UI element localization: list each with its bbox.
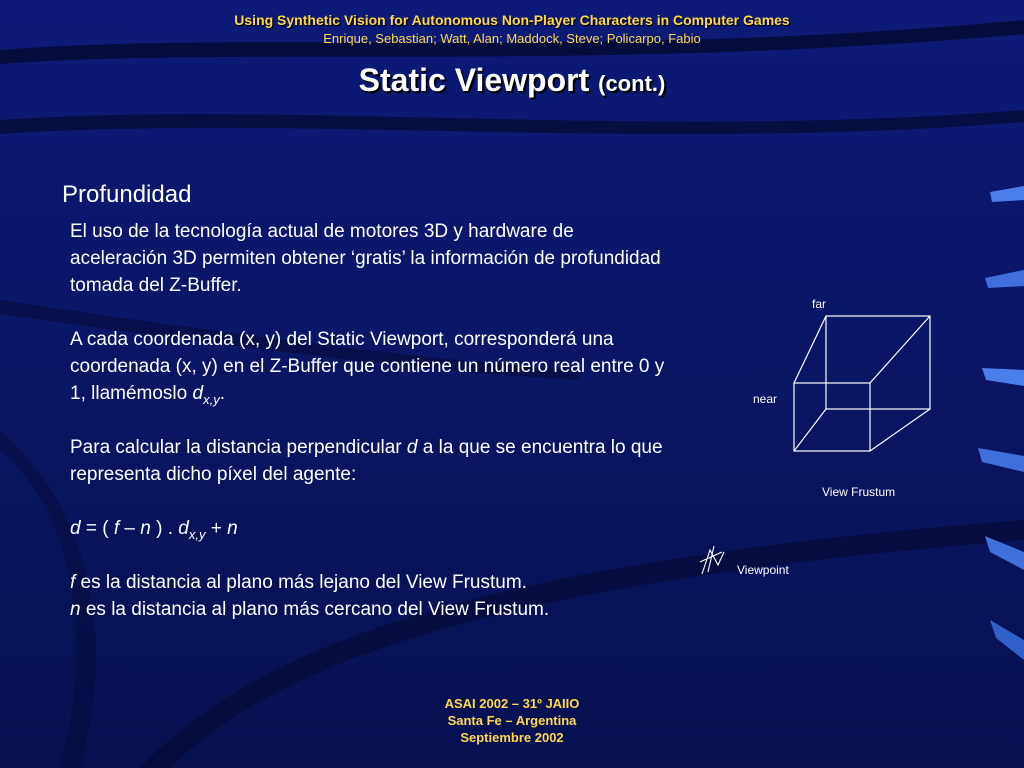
- paragraph-distance-lead: Para calcular la distancia perpendicular: [70, 437, 407, 458]
- viewpoint-label: Viewpoint: [737, 563, 789, 577]
- frustum-edge: [794, 409, 826, 451]
- footer: [0, 695, 1024, 746]
- frustum-label: View Frustum: [822, 485, 896, 499]
- frustum-edge: [794, 316, 826, 383]
- n-symbol: n: [70, 599, 81, 620]
- near-plane: [794, 383, 870, 451]
- frustum-edge: [870, 409, 930, 451]
- section-heading: Profundidad: [62, 181, 192, 208]
- paragraph-zbuffer: El uso de la tecnología actual de motores 3D y hardware de aceleración 3D permiten obtener ‘gratis’ la información de profundidad tomada del Z-Buffer.: [70, 221, 661, 296]
- far-label: far: [812, 297, 827, 311]
- formula-part4: +: [205, 518, 228, 539]
- xy-subscript: x,y: [203, 391, 220, 407]
- f-definition-text: es la distancia al plano más lejano del View Frustum.: [75, 572, 527, 593]
- footer-conference: ASAI 2002 – 31º JAIIO: [444, 696, 580, 711]
- d-symbol: d: [192, 383, 204, 404]
- near-label: near: [753, 392, 778, 406]
- frustum-box: [794, 316, 930, 451]
- formula-part3: ) .: [150, 518, 179, 539]
- view-frustum-diagram: [690, 290, 950, 590]
- formula-f: f: [113, 518, 120, 539]
- paper-title: Using Synthetic Vision for Autonomous Non-Player Characters in Computer Games: [234, 12, 790, 28]
- paragraph-distance-tail: a la que se encuentra lo que representa dicho píxel del agente:: [70, 437, 663, 485]
- d-symbol: d: [406, 437, 418, 458]
- slide-title-sub: (cont.): [598, 71, 666, 96]
- formula-part1: = (: [80, 518, 114, 539]
- n-definition-text: es la distancia al plano más cercano del View Frustum.: [80, 599, 550, 620]
- viewpoint-icon: [700, 546, 724, 574]
- depth-formula: [70, 515, 670, 542]
- paper-authors: Enrique, Sebastian; Watt, Alan; Maddock, Steve; Policarpo, Fabio: [323, 31, 701, 46]
- frustum-edge: [870, 316, 930, 383]
- formula-dxy: d: [178, 518, 189, 539]
- paragraph-coordinates-text: A cada coordenada (x, y) del Static Viewport, corresponderá una coordenada (x, y) en el Z-Buffer que contiene un número real entre 0 y 1, llamémoslo: [70, 329, 665, 404]
- formula-d: d: [70, 518, 81, 539]
- slide-title: [0, 62, 1024, 99]
- formula-xy-subscript: x,y: [188, 526, 206, 542]
- f-definition: [70, 569, 670, 596]
- formula-part2: –: [119, 518, 141, 539]
- formula-n-end: n: [227, 518, 238, 539]
- paragraph-coordinates: [70, 326, 670, 407]
- footer-location: Santa Fe – Argentina: [447, 713, 577, 728]
- period: .: [219, 383, 225, 404]
- slide-title-main: Static Viewport: [358, 62, 590, 98]
- footer-date: Septiembre 2002: [460, 730, 564, 745]
- n-definition: [70, 596, 670, 623]
- paragraph-distance: [70, 434, 670, 488]
- formula-n: n: [140, 518, 151, 539]
- far-plane: [826, 316, 930, 409]
- slide-body: [70, 218, 670, 623]
- f-symbol: f: [70, 572, 76, 593]
